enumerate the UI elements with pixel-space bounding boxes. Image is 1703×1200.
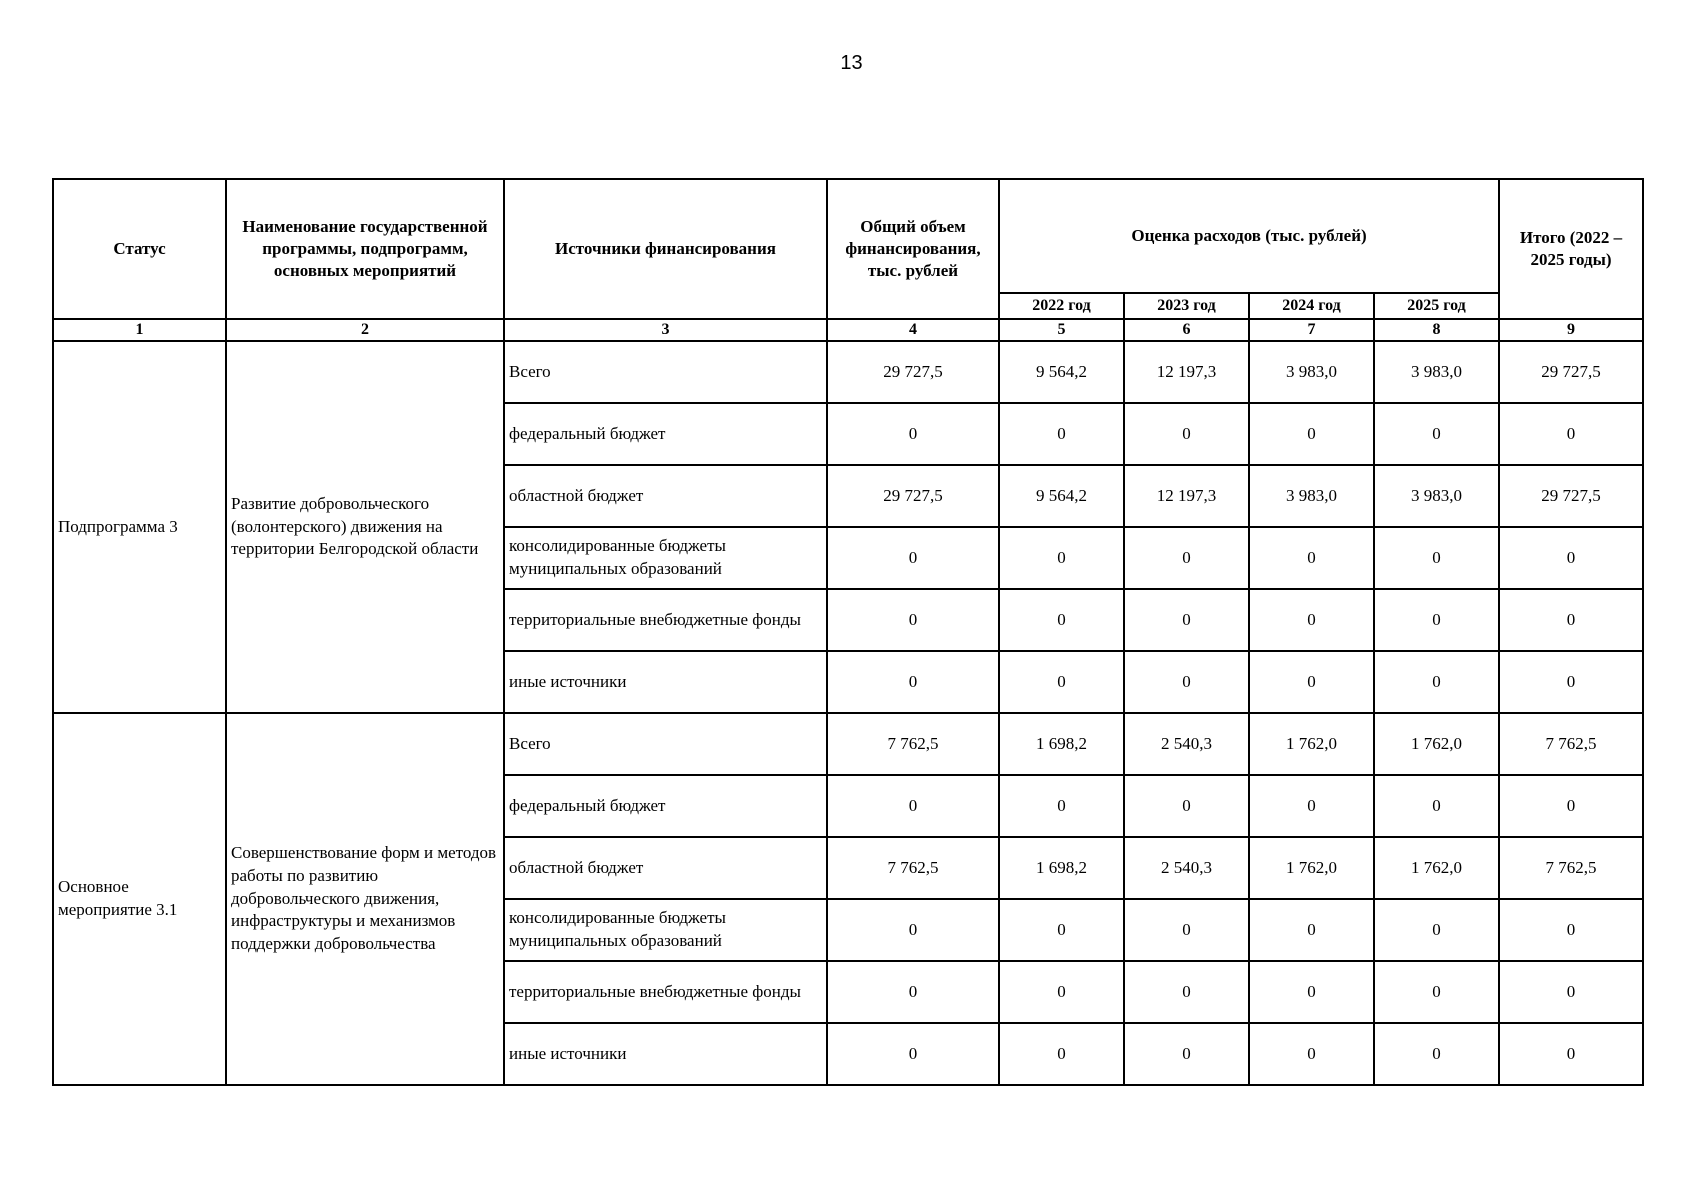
- value-cell: 3 983,0: [1374, 341, 1499, 403]
- value-cell: 0: [1499, 589, 1643, 651]
- funding-source-cell: Всего: [504, 341, 827, 403]
- header-year: 2023 год: [1124, 293, 1249, 319]
- value-cell: 12 197,3: [1124, 465, 1249, 527]
- value-cell: 0: [999, 775, 1124, 837]
- value-cell: 9 564,2: [999, 341, 1124, 403]
- header-total: Итого (2022 – 2025 годы): [1499, 179, 1643, 319]
- value-cell: 0: [999, 961, 1124, 1023]
- value-cell: 0: [1249, 961, 1374, 1023]
- column-number: 1: [53, 319, 226, 341]
- value-cell: 0: [827, 775, 999, 837]
- value-cell: 0: [1249, 651, 1374, 713]
- value-cell: 0: [999, 403, 1124, 465]
- value-cell: 0: [1499, 403, 1643, 465]
- header-estimate: Оценка расходов (тыс. рублей): [999, 179, 1499, 293]
- column-number: 2: [226, 319, 504, 341]
- value-cell: 0: [1374, 403, 1499, 465]
- financing-table: [52, 178, 1644, 1086]
- value-cell: 0: [1124, 1023, 1249, 1085]
- value-cell: 0: [1499, 527, 1643, 589]
- value-cell: 2 540,3: [1124, 713, 1249, 775]
- funding-source-cell: федеральный бюджет: [504, 775, 827, 837]
- value-cell: 0: [827, 527, 999, 589]
- funding-source-cell: иные источники: [504, 1023, 827, 1085]
- header-year: 2025 год: [1374, 293, 1499, 319]
- value-cell: 7 762,5: [827, 837, 999, 899]
- header-status: Статус: [53, 179, 226, 319]
- value-cell: 0: [1124, 899, 1249, 961]
- value-cell: 0: [1374, 775, 1499, 837]
- value-cell: 0: [1249, 775, 1374, 837]
- funding-source-cell: федеральный бюджет: [504, 403, 827, 465]
- value-cell: 0: [999, 589, 1124, 651]
- table-row: [53, 341, 1643, 403]
- value-cell: 1 762,0: [1374, 713, 1499, 775]
- value-cell: 0: [1249, 527, 1374, 589]
- value-cell: 0: [1124, 527, 1249, 589]
- value-cell: 29 727,5: [827, 465, 999, 527]
- value-cell: 0: [1499, 775, 1643, 837]
- value-cell: 0: [1124, 403, 1249, 465]
- program-name-cell: Совершенствование форм и методов работы по развитию добровольческого движения, инфраструктуры и механизмов поддержки добровольчества: [226, 713, 504, 1085]
- value-cell: 0: [1499, 1023, 1643, 1085]
- funding-source-cell: областной бюджет: [504, 465, 827, 527]
- value-cell: 0: [1124, 589, 1249, 651]
- value-cell: 7 762,5: [1499, 837, 1643, 899]
- funding-source-cell: территориальные внебюджетные фонды: [504, 589, 827, 651]
- value-cell: 0: [1374, 527, 1499, 589]
- value-cell: 0: [999, 527, 1124, 589]
- value-cell: 12 197,3: [1124, 341, 1249, 403]
- value-cell: 0: [1499, 961, 1643, 1023]
- value-cell: 0: [827, 1023, 999, 1085]
- value-cell: 0: [1374, 1023, 1499, 1085]
- value-cell: 3 983,0: [1249, 465, 1374, 527]
- header-total-volume: Общий объем финансирования, тыс. рублей: [827, 179, 999, 319]
- status-cell: Подпрограмма 3: [53, 341, 226, 713]
- header-sources: Источники финансирования: [504, 179, 827, 319]
- table-row: [53, 713, 1643, 775]
- value-cell: 0: [1249, 403, 1374, 465]
- value-cell: 0: [827, 589, 999, 651]
- value-cell: 0: [1124, 961, 1249, 1023]
- value-cell: 29 727,5: [1499, 341, 1643, 403]
- table-body: [53, 341, 1643, 1085]
- funding-source-cell: областной бюджет: [504, 837, 827, 899]
- status-cell: Основное мероприятие 3.1: [53, 713, 226, 1085]
- value-cell: 1 698,2: [999, 713, 1124, 775]
- value-cell: 2 540,3: [1124, 837, 1249, 899]
- value-cell: 29 727,5: [827, 341, 999, 403]
- column-number: 7: [1249, 319, 1374, 341]
- value-cell: 0: [1249, 589, 1374, 651]
- header-year: 2024 год: [1249, 293, 1374, 319]
- value-cell: 3 983,0: [1374, 465, 1499, 527]
- value-cell: 0: [999, 1023, 1124, 1085]
- column-number: 9: [1499, 319, 1643, 341]
- value-cell: 0: [1499, 899, 1643, 961]
- program-name-cell: Развитие добровольческого (волонтерского) движения на территории Белгородской области: [226, 341, 504, 713]
- value-cell: 0: [1249, 1023, 1374, 1085]
- value-cell: 1 762,0: [1374, 837, 1499, 899]
- value-cell: 0: [827, 403, 999, 465]
- value-cell: 0: [999, 651, 1124, 713]
- value-cell: 0: [827, 961, 999, 1023]
- column-number: 3: [504, 319, 827, 341]
- value-cell: 0: [1374, 899, 1499, 961]
- value-cell: 0: [827, 899, 999, 961]
- value-cell: 1 762,0: [1249, 837, 1374, 899]
- value-cell: 0: [1374, 589, 1499, 651]
- value-cell: 1 762,0: [1249, 713, 1374, 775]
- value-cell: 9 564,2: [999, 465, 1124, 527]
- value-cell: 0: [999, 899, 1124, 961]
- funding-source-cell: иные источники: [504, 651, 827, 713]
- value-cell: 7 762,5: [827, 713, 999, 775]
- column-number: 4: [827, 319, 999, 341]
- value-cell: 0: [1499, 651, 1643, 713]
- funding-source-cell: Всего: [504, 713, 827, 775]
- value-cell: 0: [1124, 651, 1249, 713]
- funding-source-cell: территориальные внебюджетные фонды: [504, 961, 827, 1023]
- column-number: 5: [999, 319, 1124, 341]
- funding-source-cell: консолидированные бюджеты муниципальных образований: [504, 527, 827, 589]
- value-cell: 0: [1249, 899, 1374, 961]
- page-number: 13: [840, 52, 863, 74]
- column-number: 8: [1374, 319, 1499, 341]
- value-cell: 1 698,2: [999, 837, 1124, 899]
- value-cell: 7 762,5: [1499, 713, 1643, 775]
- funding-source-cell: консолидированные бюджеты муниципальных образований: [504, 899, 827, 961]
- header-year: 2022 год: [999, 293, 1124, 319]
- value-cell: 0: [1374, 651, 1499, 713]
- column-number: 6: [1124, 319, 1249, 341]
- value-cell: 0: [827, 651, 999, 713]
- value-cell: 0: [1374, 961, 1499, 1023]
- value-cell: 0: [1124, 775, 1249, 837]
- value-cell: 3 983,0: [1249, 341, 1374, 403]
- value-cell: 29 727,5: [1499, 465, 1643, 527]
- header-name: Наименование государственной программы, подпрограмм, основных мероприятий: [226, 179, 504, 319]
